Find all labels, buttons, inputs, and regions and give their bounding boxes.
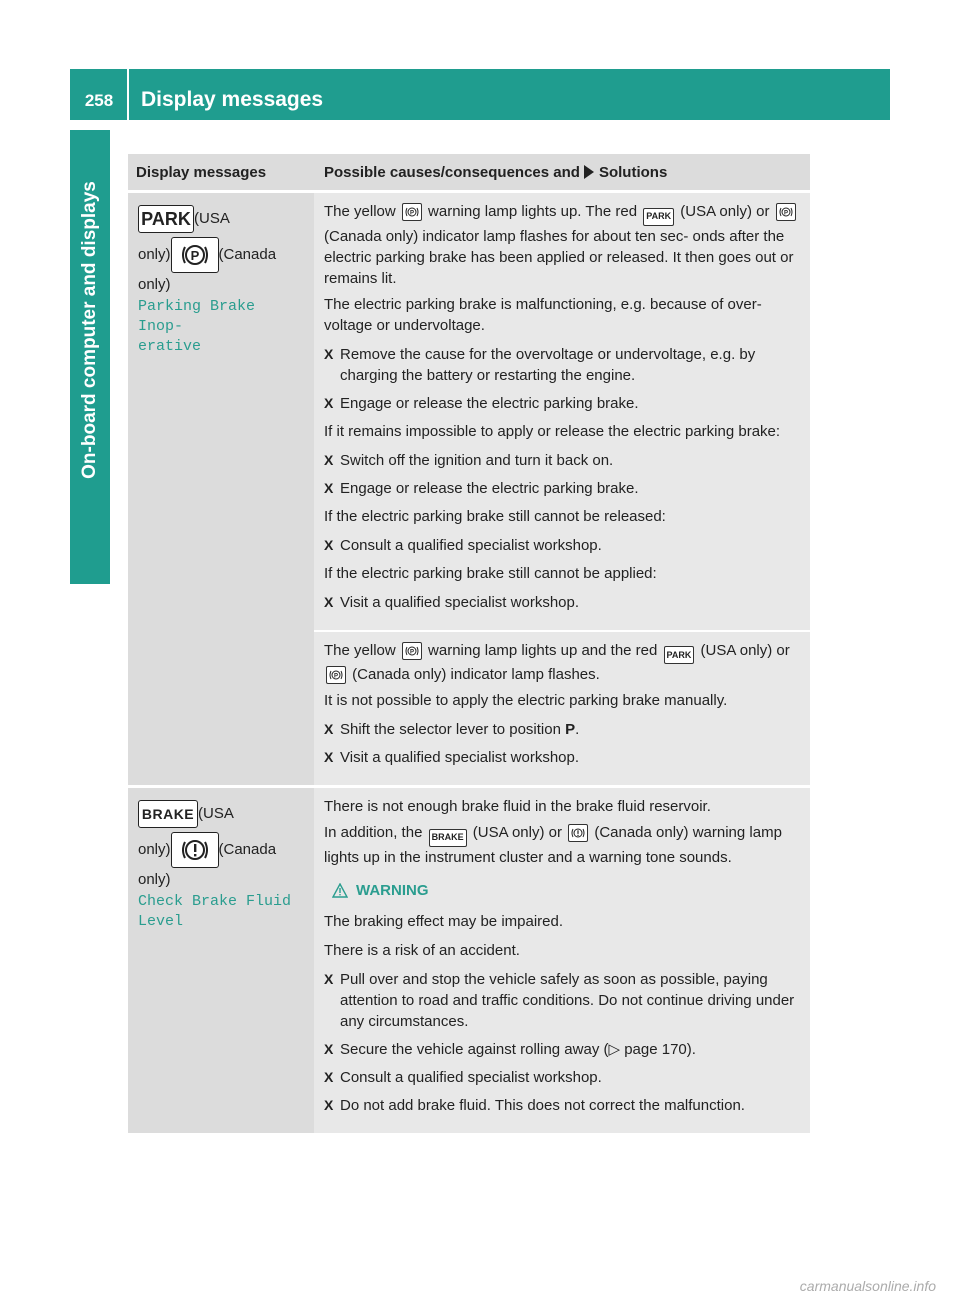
side-tab-label: On-board computer and displays [79, 181, 100, 479]
paragraph: The electric parking brake is malfunctioning, e.g. because of over-voltage or undervoltage. [324, 295, 762, 334]
message-line-2: Level [138, 913, 184, 930]
text-run: (Canada only) warning lamp lights up in the instrument cluster and a warning tone sounds. [324, 824, 782, 866]
text-run: Shift the selector lever to position [340, 721, 561, 738]
usa-label: (USA [198, 804, 234, 822]
message-cell [128, 193, 314, 785]
text-run: It then goes out or remains lit. [324, 248, 794, 287]
col-header-solutions-suffix: Solutions [598, 163, 668, 181]
brake-warning-icon [171, 832, 219, 868]
step-text: Consult a qualified specialist workshop. [340, 536, 602, 554]
text-run: The yellow [324, 641, 396, 659]
text-run: warning lamp lights up. The red [428, 203, 638, 220]
step-marker-icon: X [324, 970, 334, 987]
parking-brake-small-icon [402, 642, 422, 660]
text-run: warning lamp lights up and the red [428, 641, 658, 659]
park-icon: PARK [138, 205, 194, 233]
col-header-solutions [314, 154, 810, 190]
text-run: or [756, 203, 770, 220]
only-label-2: only) [138, 276, 171, 293]
arrow-right-icon [584, 165, 594, 179]
display-message-text [138, 297, 306, 357]
text-run: In addition, the [324, 824, 423, 841]
instruction-step [324, 344, 804, 386]
instruction-step [324, 478, 804, 499]
canada-label: (Canada [218, 245, 277, 263]
step-text: Remove the cause for the overvoltage or undervoltage, e.g. by charging the battery or restarting the engine. [340, 345, 756, 384]
paragraph: If it remains impossible to apply or release the electric parking brake: [324, 422, 781, 440]
paragraph: There is not enough brake fluid in the brake fluid reservoir. [324, 798, 711, 815]
solutions-cell [314, 193, 810, 785]
instruction-step [324, 393, 804, 414]
warning-label: WARNING [356, 881, 429, 899]
text-run: (USA [700, 641, 736, 659]
step-marker-icon: X [324, 1068, 334, 1085]
solutions-cell [314, 788, 810, 1133]
side-tab-label-wrap [70, 130, 110, 530]
step-marker-icon: X [324, 394, 334, 411]
step-text: Consult a qualified specialist workshop. [340, 1068, 602, 1086]
only-label-2: only) [138, 871, 171, 888]
text-run: The yellow [324, 203, 396, 220]
svg-text:P: P [409, 649, 414, 655]
display-message-text [138, 892, 306, 932]
paragraph: The braking effect may be impaired. [324, 912, 564, 930]
instruction-step [324, 1095, 804, 1116]
step-marker-icon: X [324, 1040, 334, 1057]
warning-triangle-icon [332, 883, 348, 898]
message-line-1: Parking Brake Inop‑ [138, 298, 256, 335]
step-marker-icon: X [324, 749, 334, 765]
col-header-solutions-prefix: Possible causes/consequences and [324, 163, 580, 181]
brake-warning-small-icon [568, 824, 588, 842]
step-text: Do not add brake fluid. This does not correct the malfunction. [340, 1096, 745, 1114]
step-text: Visit a qualified specialist workshop. [340, 749, 580, 766]
paragraph [324, 201, 804, 289]
instruction-step [324, 1039, 804, 1060]
header-divider [127, 69, 129, 120]
paragraph [324, 822, 804, 868]
col-header-messages: Display messages [136, 163, 267, 181]
svg-text:P: P [409, 210, 414, 217]
page-reference-link[interactable]: page 170). [620, 1040, 696, 1058]
watermark: carmanualsonline.info [799, 1278, 936, 1294]
text-run: (Canada only) indicator lamp flashes. [352, 666, 600, 683]
message-line-2: erative [138, 338, 202, 355]
step-marker-icon: X [324, 1096, 334, 1113]
paragraph: If the electric parking brake still cannot be released: [324, 507, 666, 525]
table-row [128, 785, 810, 1133]
page-ref-arrow-icon: ▷ [608, 1040, 621, 1058]
step-text: Engage or release the electric parking brake. [340, 479, 639, 497]
gear-position: P [565, 721, 576, 738]
instruction-step [324, 450, 804, 471]
step-marker-icon: X [324, 593, 334, 610]
solution-block [314, 193, 810, 630]
only-label: only) [138, 840, 171, 858]
text-run: (Canada only) indicator lamp flashes for about ten sec- [324, 227, 689, 245]
step-marker-icon: X [324, 345, 334, 362]
text-run: only) or [739, 641, 790, 659]
table-row [128, 190, 810, 785]
instruction-step [324, 719, 804, 740]
instruction-step [324, 969, 804, 1032]
park-small-icon: PARK [664, 646, 695, 664]
message-line-1: Check Brake Fluid [138, 893, 292, 910]
step-marker-icon: X [324, 451, 334, 468]
display-messages-table [128, 154, 810, 1133]
parking-brake-small-icon [402, 203, 422, 221]
paragraph [324, 640, 804, 686]
svg-text:P: P [333, 673, 339, 680]
only-label: only) [138, 245, 171, 263]
text-run: (USA only) [680, 203, 752, 220]
step-text: Switch off the ignition and turn it back on. [340, 451, 614, 469]
paragraph: There is a risk of an accident. [324, 941, 520, 959]
step-marker-icon: X [324, 536, 334, 553]
brake-small-icon: BRAKE [429, 829, 467, 847]
text-run: onds after the electric parking brake has been applied or released. [324, 227, 785, 266]
text-run: Secure the vehicle against rolling away ( [340, 1040, 609, 1058]
text-run: (USA only) or [472, 824, 562, 841]
parking-brake-small-icon [326, 666, 346, 684]
step-marker-icon: X [324, 721, 334, 737]
usa-label: (USA [194, 209, 230, 227]
message-cell [128, 788, 314, 1133]
svg-text:P: P [190, 248, 199, 263]
instruction-step [324, 1067, 804, 1088]
step-text: Visit a qualified specialist workshop. [340, 593, 580, 611]
paragraph: It is not possible to apply the electric parking brake manually. [324, 692, 728, 709]
instruction-step [324, 535, 804, 556]
parking-brake-icon [171, 237, 219, 273]
instruction-step [324, 592, 804, 613]
brake-icon: BRAKE [138, 800, 198, 828]
table-header [128, 154, 810, 190]
svg-text:P: P [783, 210, 788, 217]
page-number: 258 [84, 91, 114, 110]
step-text: Engage or release the electric parking brake. [340, 394, 639, 412]
paragraph: If the electric parking brake still cannot be applied: [324, 564, 657, 582]
page-title: Display messages [141, 88, 324, 111]
canada-label: (Canada [218, 840, 277, 858]
step-marker-icon: X [324, 479, 334, 496]
solution-block [314, 788, 810, 1133]
warning-heading [332, 880, 804, 901]
step-text [340, 1039, 804, 1060]
step-text: Pull over and stop the vehicle safely as soon as possible, paying attention to road and traffic conditions. Do not continue driving under any circumstances. [340, 970, 795, 1030]
solution-block [314, 630, 810, 786]
step-text [340, 719, 804, 740]
instruction-step [324, 747, 804, 768]
parking-brake-small-icon [776, 203, 796, 221]
park-small-icon: PARK [643, 208, 674, 226]
text-run: . [575, 721, 580, 738]
